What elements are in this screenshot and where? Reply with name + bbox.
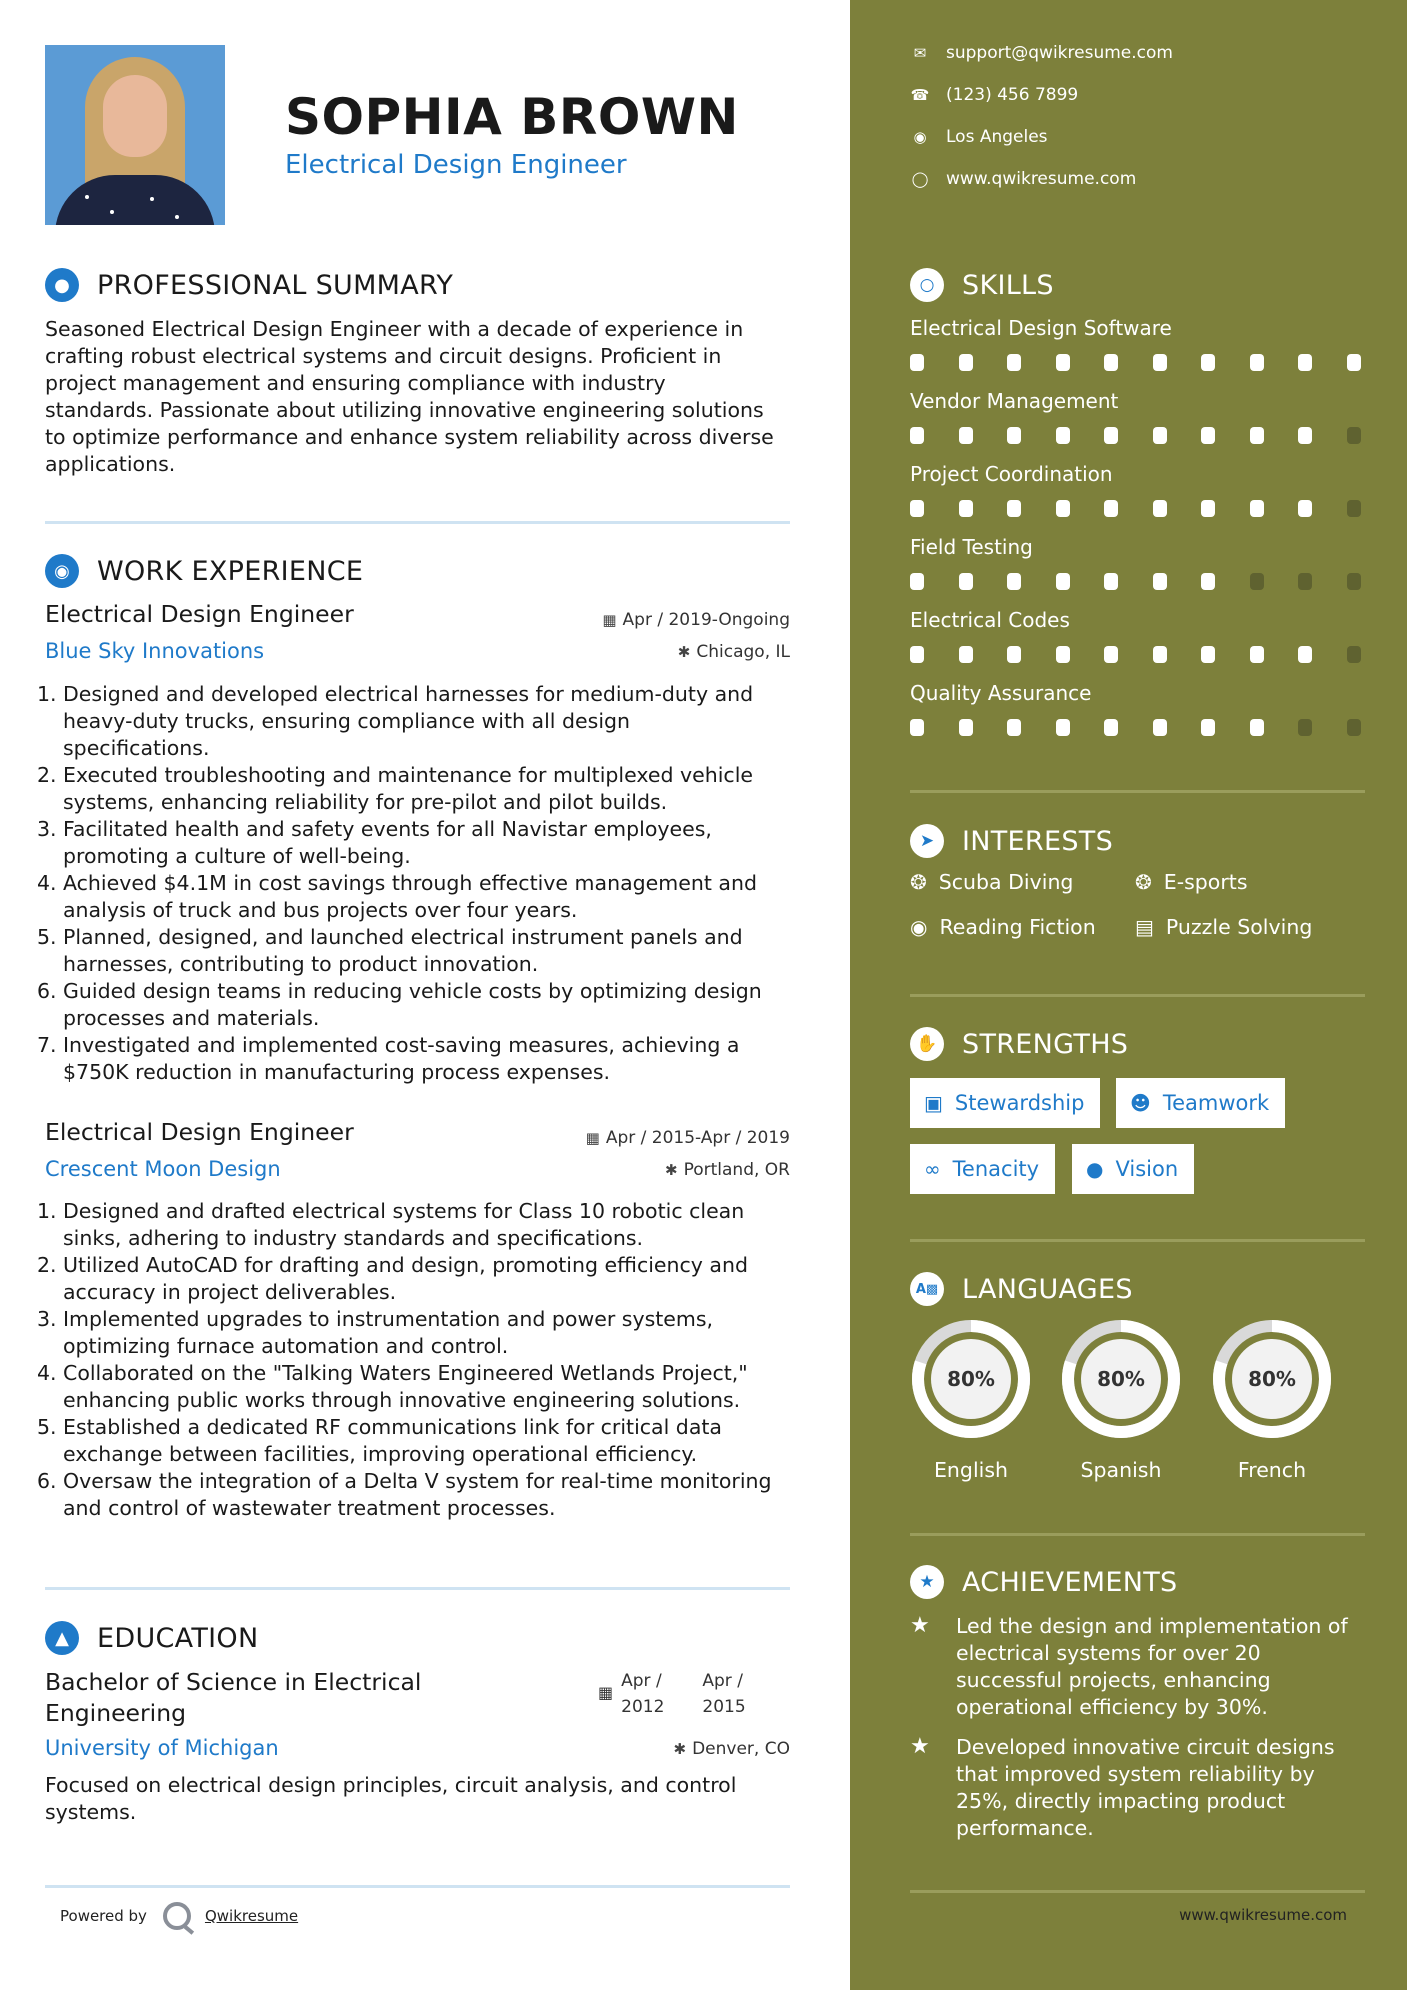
skill-dot [910,427,924,444]
list-item: 3. Implemented upgrades to instrumentation and power systems, optimizing furnace automation and control. [37,1307,714,1358]
skill-dot [1056,719,1070,736]
skill-dot [1104,719,1118,736]
life-ring-icon: ❂ [1135,870,1152,894]
skill-name: Field Testing [910,535,1033,559]
experience-heading: ◉ WORK EXPERIENCE [45,554,363,588]
contact-website[interactable]: ◯ www.qwikresume.com [911,169,1137,189]
school-name: University of Michigan [45,1736,279,1760]
skill-dot [1250,354,1264,371]
job-duties-list [37,681,805,1086]
interest-item: ❂ E-sports [1135,870,1248,894]
education-heading: ▲ EDUCATION [45,1621,258,1655]
skill-dot [1201,354,1215,371]
skill-dot [910,500,924,517]
skill-dot [1250,427,1264,444]
interest-item: ◉ Reading Fiction [910,915,1096,939]
language-name: French [1237,1458,1307,1482]
degree-title: Bachelor of Science in Electrical Engineering [45,1668,422,1727]
brand-link[interactable]: Qwikresume [204,1907,299,1925]
skill-dot [1250,573,1264,590]
job-role: Electrical Design Engineer [45,600,354,628]
skill-dot [959,719,973,736]
candidate-title: Electrical Design Engineer [285,150,627,180]
skill-dot [1007,427,1021,444]
skill-dot [1298,719,1312,736]
skill-dot [1250,646,1264,663]
achievement-item: ★ Developed innovative circuit designs that improved system reliability by 25%, directly impacting product performance. [910,1734,1335,1840]
list-item: 4. Collaborated on the "Talking Waters Engineered Wetlands Project," enhancing public works through innovative engineering solutions. [37,1361,748,1412]
language-name: English [933,1458,1009,1482]
list-item: 2. Utilized AutoCAD for drafting and design, promoting efficiency and accuracy in project deliverables. [37,1253,748,1304]
skill-dot [1056,500,1070,517]
strength-chip: ● Vision [1072,1144,1194,1194]
list-item: 6. Oversaw the integration of a Delta V system for real-time monitoring and control of wastewater treatment processes. [37,1469,772,1520]
gamepad-icon: ◉ [910,915,928,939]
skill-dot [1153,719,1167,736]
interests-heading: ➤ INTERESTS [910,824,1113,858]
skill-level-dots [910,500,1395,517]
strength-chip: ▣ Stewardship [910,1078,1100,1128]
education-dates: ▦ Apr / 2012 Apr / 2015 [598,1668,746,1720]
skill-dot [1298,427,1312,444]
calendar-icon: ▦ [602,611,617,629]
language-progress-ring [1060,1318,1182,1440]
education-location: ✱ Denver, CO [673,1739,790,1759]
skill-dot [1153,500,1167,517]
envelope-icon: ✉ [913,44,927,62]
pin-icon: ✱ [665,1161,678,1179]
skill-dot [1201,500,1215,517]
skill-dot [1250,719,1264,736]
star-icon: ★ [910,1613,930,1638]
strength-chip: ∞ Tenacity [910,1144,1055,1194]
skill-dot [1250,500,1264,517]
skill-dot [959,573,973,590]
skill-name: Project Coordination [910,462,1113,486]
skill-dot [910,719,924,736]
section-divider [910,1239,1365,1242]
footer-site[interactable]: www.qwikresume.com [1179,1906,1347,1924]
summary-text: Seasoned Electrical Design Engineer with a decade of experience in crafting robust electrical systems and circuit designs. Proficient in project management and ensuring compliance with industry standards. Passionate about utilizing innovative engineering solutions to optimize performance and enhance system reliability across diverse applications. [45,317,774,476]
skill-name: Vendor Management [910,389,1119,413]
skill-dot [1104,500,1118,517]
skill-dot [1007,646,1021,663]
summary-heading: ● PROFESSIONAL SUMMARY [45,268,453,302]
graduation-cap-icon: ▲ [45,1621,79,1655]
section-divider [45,1587,790,1590]
link-icon: ∞ [924,1157,941,1181]
star-badge-icon: ★ [910,1565,944,1599]
skill-dot [1007,573,1021,590]
skill-dot [1104,427,1118,444]
skill-dot [1298,500,1312,517]
skill-dot [1056,427,1070,444]
skill-level-dots [910,354,1395,371]
sidebar [850,0,1407,1990]
life-ring-icon: ❂ [910,870,927,894]
skill-dot [1153,573,1167,590]
section-divider [910,790,1365,793]
calendar-icon: ▦ [598,1683,614,1702]
education-description: Focused on electrical design principles, circuit analysis, and control systems. [45,1773,737,1824]
skill-dot [1298,573,1312,590]
skill-dot [1056,646,1070,663]
list-item: 5. Planned, designed, and launched electrical instrument panels and harnesses, contributing to product innovation. [37,925,743,976]
strength-chip: ☻ Teamwork [1116,1078,1285,1128]
skill-dot [1104,646,1118,663]
section-divider [910,1890,1365,1893]
contact-location: ◉ Los Angeles [910,127,1048,147]
skill-dot [1347,354,1361,371]
language-percent: 80% [947,1367,995,1391]
skill-dot [959,500,973,517]
book-icon: ▤ [1135,915,1154,939]
binoculars-icon: ● [1086,1157,1104,1181]
skill-name: Quality Assurance [910,681,1092,705]
job-date: ▦ Apr / 2015-Apr / 2019 [585,1128,790,1148]
list-item: 6. Guided design teams in reducing vehicle costs by optimizing design processes and materials. [37,979,762,1030]
skill-dot [1201,573,1215,590]
skill-dot [910,354,924,371]
job-role: Electrical Design Engineer [45,1118,354,1146]
skill-dot [1347,427,1361,444]
job-location: ✱ Portland, OR [665,1160,790,1180]
candidate-name: SOPHIA BROWN [285,88,739,146]
skill-dot [1347,573,1361,590]
language-percent: 80% [1097,1367,1145,1391]
language-progress-ring [910,1318,1032,1440]
skill-dot [1007,719,1021,736]
strengths-heading: ✋ STRENGTHS [910,1027,1128,1061]
contact-phone[interactable]: ☎ (123) 456 7899 [910,85,1079,105]
skill-dot [959,646,973,663]
user-icon: ● [45,268,79,302]
fist-icon: ✋ [910,1027,944,1061]
skill-dot [1153,427,1167,444]
list-item: 5. Established a dedicated RF communications link for critical data exchange between facilities, improving operational efficiency. [37,1415,722,1466]
language-item [1211,1318,1333,1482]
skill-dot [910,573,924,590]
language-item [910,1318,1032,1482]
contact-email[interactable]: ✉ support@qwikresume.com [910,43,1173,63]
skill-name: Electrical Codes [910,608,1070,632]
pin-icon: ✱ [677,643,691,661]
skill-dot [1153,354,1167,371]
skill-dot [1201,427,1215,444]
languages-heading: A▩ LANGUAGES [910,1272,1133,1306]
skill-dot [959,354,973,371]
section-divider [45,521,790,524]
skill-level-dots [910,646,1395,663]
skill-name: Electrical Design Software [910,316,1172,340]
map-pin-icon: ◉ [913,128,927,146]
list-item: 4. Achieved $4.1M in cost savings through effective management and analysis of truck and bus projects over four years. [37,871,757,922]
users-icon: ☻ [1130,1091,1151,1115]
skill-dot [1201,719,1215,736]
skills-heading: ○ SKILLS [910,268,1054,302]
paper-plane-icon: ➤ [910,824,944,858]
section-divider [910,1533,1365,1536]
briefcase-icon: ◉ [45,554,79,588]
qwikresume-logo-icon [163,1902,191,1930]
list-item: 3. Facilitated health and safety events for all Navistar employees, promoting a culture of well-being. [37,817,712,868]
interest-item: ▤ Puzzle Solving [1135,915,1313,939]
briefcase-icon: ▣ [924,1091,943,1115]
skill-dot [1153,646,1167,663]
list-item: 1. Designed and developed electrical harnesses for medium-duty and heavy-duty trucks, ensuring compliance with all design specifications. [37,682,754,760]
skill-dot [1347,500,1361,517]
skill-dot [1056,354,1070,371]
section-divider [910,994,1365,997]
powered-by: Powered by Qwikresume [60,1902,298,1930]
job-location: ✱ Chicago, IL [677,642,790,662]
skill-dot [1298,354,1312,371]
job-duties-list [37,1198,805,1522]
calendar-icon: ▦ [585,1129,600,1147]
section-divider [45,1885,790,1888]
job-company: Crescent Moon Design [45,1157,281,1181]
skill-dot [1298,646,1312,663]
skill-level-dots [910,427,1395,444]
list-item: 2. Executed troubleshooting and maintenance for multiplexed vehicle systems, enhancing reliability for pre-pilot and pilot builds. [37,763,754,814]
job-company: Blue Sky Innovations [45,639,265,663]
skill-dot [1104,354,1118,371]
interest-item: ❂ Scuba Diving [910,870,1074,894]
skill-dot [1201,646,1215,663]
language-item [1060,1318,1182,1482]
phone-icon: ☎ [910,86,930,104]
skill-dot [910,646,924,663]
language-icon: A▩ [910,1272,944,1306]
pin-icon: ✱ [673,1740,687,1758]
skill-dot [1007,354,1021,371]
language-name: Spanish [1080,1458,1162,1482]
list-item: 1. Designed and drafted electrical systems for Class 10 robotic clean sinks, adhering to industry standards and specifications. [37,1199,745,1250]
lightbulb-icon: ○ [910,268,944,302]
skill-dot [1104,573,1118,590]
achievement-item: ★ Led the design and implementation of electrical systems for over 20 successful projects, enhancing operational efficiency by 30%. [910,1613,1348,1719]
skill-dot [1056,573,1070,590]
language-percent: 80% [1248,1367,1296,1391]
star-icon: ★ [910,1734,930,1759]
skill-dot [1347,646,1361,663]
profile-photo [45,45,225,225]
skill-dot [1347,719,1361,736]
language-progress-ring [1211,1318,1333,1440]
skill-dot [959,427,973,444]
globe-icon: ◯ [911,170,929,188]
job-date: ▦ Apr / 2019-Ongoing [602,610,790,630]
list-item: 7. Investigated and implemented cost-saving measures, achieving a $750K reduction in manufacturing process expenses. [37,1033,740,1084]
skill-level-dots [910,573,1395,590]
skill-level-dots [910,719,1395,736]
achievements-heading: ★ ACHIEVEMENTS [910,1565,1178,1599]
skill-dot [1007,500,1021,517]
